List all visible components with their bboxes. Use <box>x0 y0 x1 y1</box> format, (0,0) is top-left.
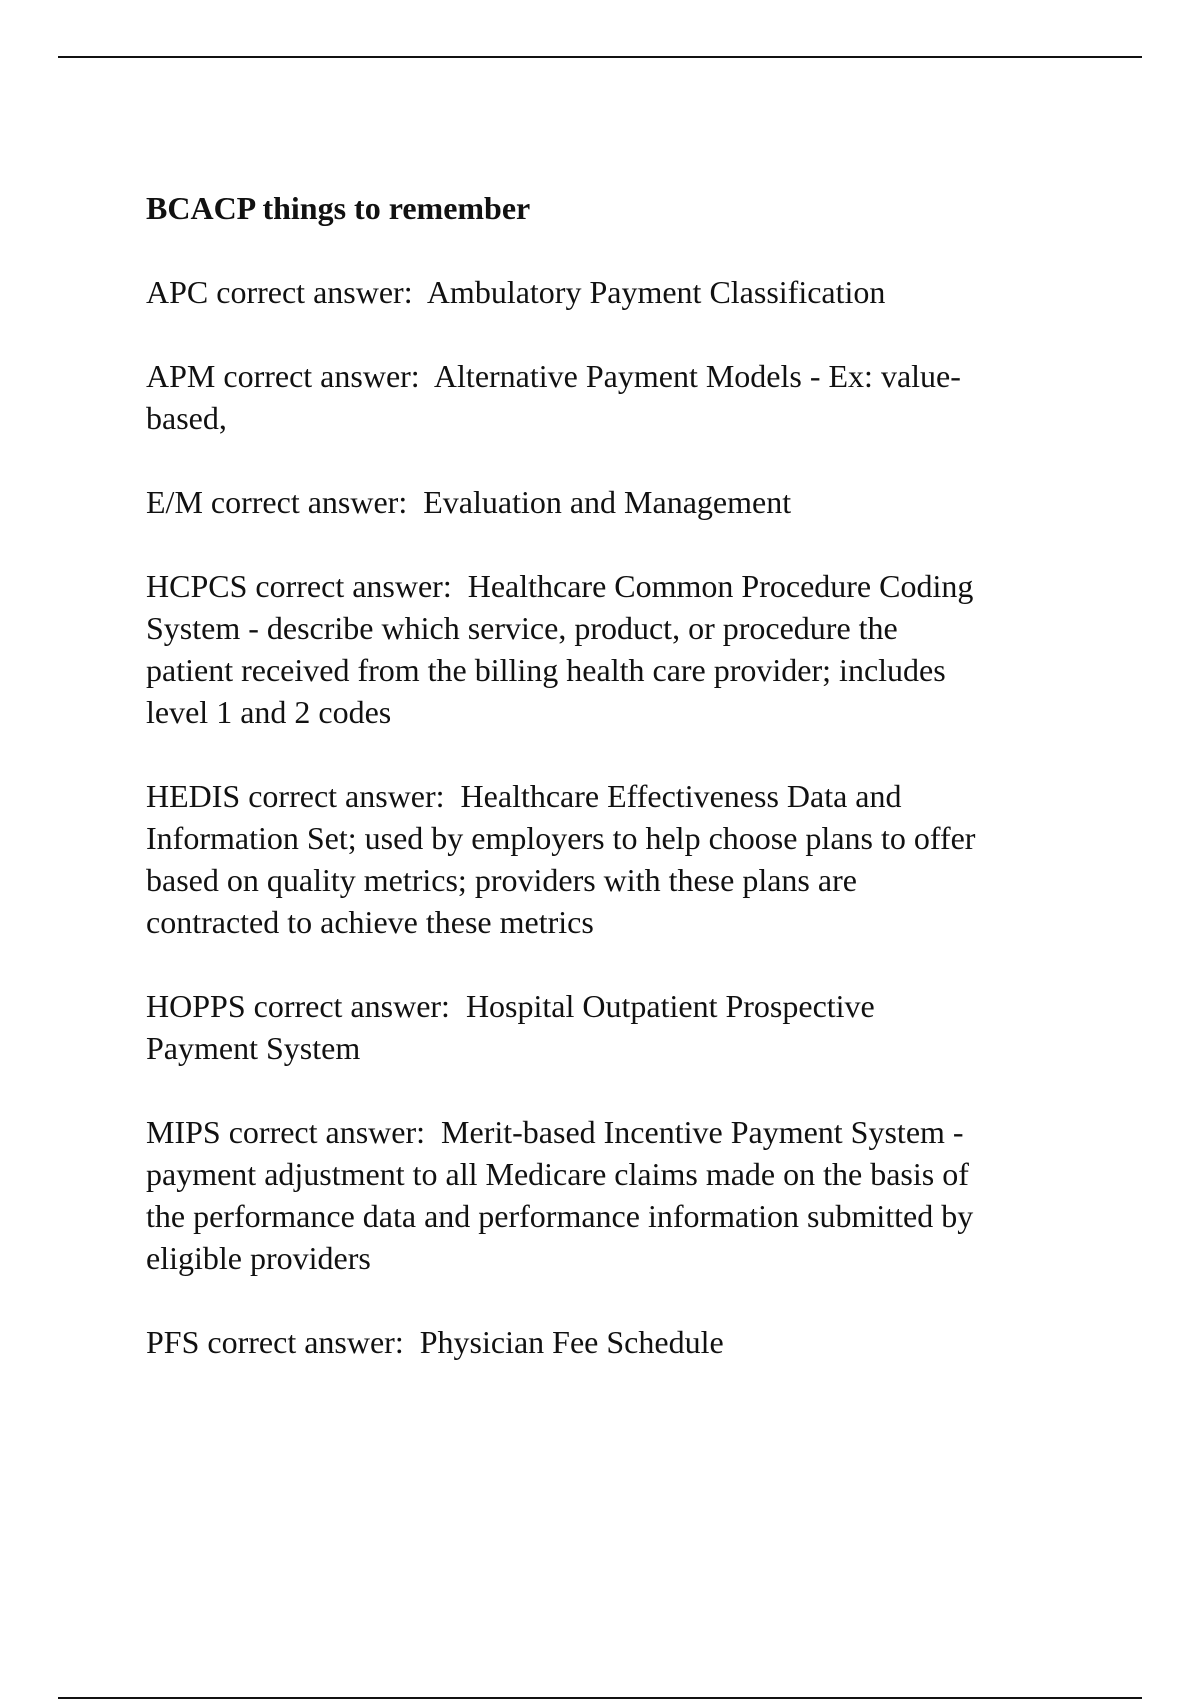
entry-apc: APC correct answer: Ambulatory Payment Classification <box>146 274 886 310</box>
entry-mips: MIPS correct answer: Merit-based Incentive Payment System - payment adjustment to all Medicare claims made on the basis of the performance data and performance information submitted by eligible providers <box>146 1114 974 1276</box>
entry-hopps: HOPPS correct answer: Hospital Outpatient Prospective Payment System <box>146 988 875 1066</box>
entry-apm: APM correct answer: Alternative Payment Models - Ex: value- based, <box>146 358 961 436</box>
entry-hedis: HEDIS correct answer: Healthcare Effectiveness Data and Information Set; used by employers to help choose plans to offer based on quality metrics; providers with these plans are contracted to achieve these metrics <box>146 778 976 940</box>
entry-em: E/M correct answer: Evaluation and Management <box>146 484 792 520</box>
bottom-rule <box>58 1697 1142 1699</box>
document-title: BCACP things to remember <box>146 190 531 226</box>
top-rule <box>58 56 1142 58</box>
entry-hcpcs: HCPCS correct answer: Healthcare Common Procedure Coding System - describe which service, product, or procedure the patient received from the billing health care provider; includes level 1 and 2 codes <box>146 568 974 730</box>
entry-pfs: PFS correct answer: Physician Fee Schedule <box>146 1324 724 1360</box>
document-body <box>146 187 1096 1405</box>
